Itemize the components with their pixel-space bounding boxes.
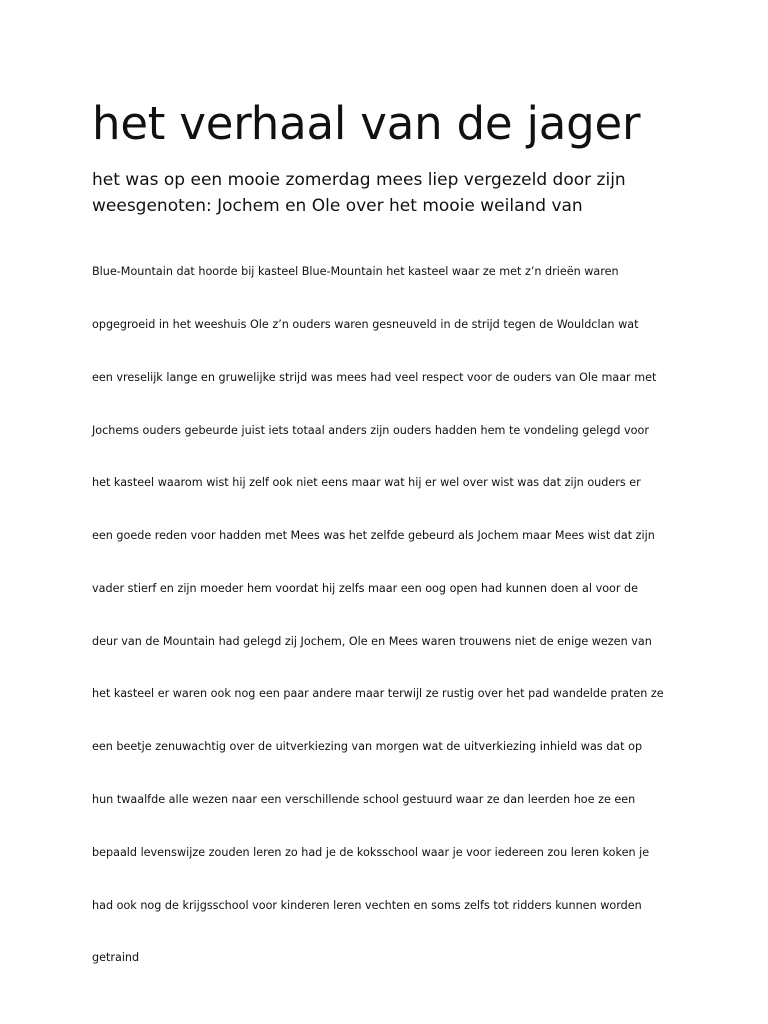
story-line: Jochems ouders gebeurde juist iets totaal anders zijn ouders hadden hem te vondeling gelegd voor: [92, 423, 649, 437]
story-line: vader stierf en zijn moeder hem voordat hij zelfs maar een oog open had kunnen doen al voor de: [92, 581, 639, 595]
intro-paragraph: [92, 167, 682, 219]
story-line: opgegroeid in het weeshuis Ole z’n ouders waren gesneuveld in de strijd tegen de Wouldclan wat: [92, 317, 639, 331]
story-paragraph: [92, 228, 682, 1002]
document-page: [92, 92, 682, 1002]
story-line: het kasteel er waren ook nog een paar andere maar terwijl ze rustig over het pad wandelde praten ze: [92, 687, 664, 701]
story-line: een vreselijk lange en gruwelijke strijd was mees had veel respect voor de ouders van Ole maar met: [92, 370, 657, 384]
intro-line: het was op een mooie zomerdag mees liep vergezeld door zijn: [92, 170, 626, 190]
story-line: hun twaalfde alle wezen naar een verschillende school gestuurd waar ze dan leerden hoe ze een: [92, 793, 636, 806]
story-line: een goede reden voor hadden met Mees was het zelfde gebeurd als Jochem maar Mees wist dat zijn: [92, 529, 655, 543]
story-line: Blue-Mountain dat hoorde bij kasteel Blue-Mountain het kasteel waar ze met z’n drieën waren: [92, 265, 619, 279]
story-line: getraind: [92, 951, 140, 965]
page-title: het verhaal van de jager: [92, 97, 641, 150]
story-line: het kasteel waarom wist hij zelf ook niet eens maar wat hij er wel over wist was dat zijn ouders er: [92, 476, 641, 490]
intro-line: weesgenoten: Jochem en Ole over het mooie weiland van: [92, 196, 583, 216]
story-line: een beetje zenuwachtig over de uitverkiezing van morgen wat de uitverkiezing inhield was dat op: [92, 740, 643, 754]
story-line: bepaald levenswijze zouden leren zo had je de koksschool waar je voor iedereen zou leren koken je: [92, 845, 650, 859]
story-line: had ook nog de krijgsschool voor kinderen leren vechten en soms zelfs tot ridders kunnen worden: [92, 898, 642, 912]
story-line: deur van de Mountain had gelegd zij Jochem, Ole en Mees waren trouwens niet de enige wezen van: [92, 634, 652, 648]
